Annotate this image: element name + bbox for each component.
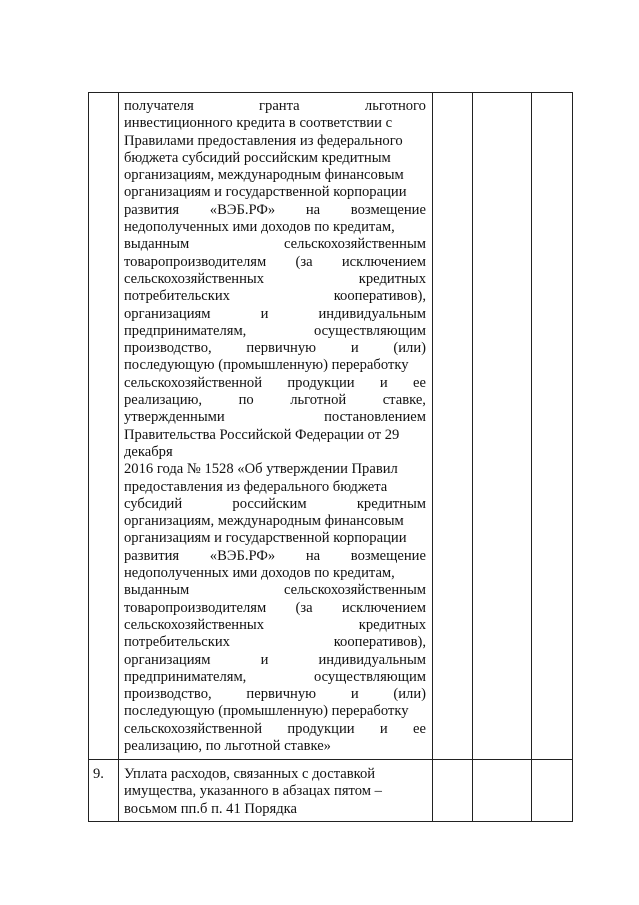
- text-word: льготного: [364, 98, 426, 114]
- text-word: продукции: [287, 720, 355, 737]
- text-word: развития: [124, 201, 180, 218]
- text-line: [124, 617, 426, 634]
- text-line: [124, 306, 426, 323]
- text-word: кооперативов),: [333, 634, 426, 651]
- text-word: потребительских: [124, 634, 230, 651]
- text-line: [124, 98, 426, 115]
- text-line: организациям, международным финансовым: [124, 513, 404, 530]
- text-line: декабря: [124, 443, 173, 460]
- text-line: [124, 288, 426, 305]
- text-word: сельскохозяйственным: [284, 236, 426, 253]
- text-word: развития: [124, 547, 180, 564]
- text-word: возмещение: [350, 201, 426, 218]
- text-line: [124, 409, 426, 426]
- text-line: [124, 254, 426, 271]
- text-line: [124, 202, 426, 219]
- text-line: 2016 года № 1528 «Об утверждении Правил: [124, 461, 398, 478]
- text-line: инвестиционного кредита в соответствии с: [124, 115, 393, 132]
- text-word: и: [379, 720, 388, 737]
- text-line: [124, 582, 426, 599]
- table-col-divider-3: [472, 92, 473, 822]
- text-word: ставке,: [382, 392, 426, 409]
- table-col-divider-2: [432, 92, 433, 822]
- text-word: льготной: [290, 392, 347, 409]
- text-line: [124, 669, 426, 686]
- text-word: (или): [393, 340, 426, 357]
- text-word: предпринимателям,: [124, 668, 247, 685]
- text-word: кредитным: [356, 495, 426, 512]
- text-line: последующую (промышленную) переработку: [124, 703, 409, 720]
- table-col-divider-4: [531, 92, 532, 822]
- text-word: кооперативов),: [333, 288, 426, 305]
- text-word: (за: [295, 253, 313, 270]
- text-word: осуществляющим: [313, 668, 426, 685]
- text-word: и: [379, 374, 388, 391]
- text-word: осуществляющим: [313, 322, 426, 339]
- text-line: последующую (промышленную) переработку: [124, 357, 409, 374]
- text-word: и: [350, 340, 359, 357]
- text-word: на: [305, 201, 321, 218]
- text-line: [124, 721, 426, 738]
- text-line: организациям и государственной корпорации: [124, 184, 407, 201]
- text-word: потребительских: [124, 288, 230, 305]
- text-line: Правилами предоставления из федерального: [124, 132, 403, 149]
- row-9-number: 9.: [93, 766, 104, 782]
- text-word: организациям: [124, 651, 211, 668]
- text-word: «ВЭБ.РФ»: [209, 201, 276, 218]
- text-word: на: [305, 547, 321, 564]
- text-line: предоставления из федерального бюджета: [124, 478, 388, 495]
- text-word: первичную: [246, 686, 317, 703]
- text-word: индивидуальным: [318, 305, 426, 322]
- text-word: сельскохозяйственным: [284, 582, 426, 599]
- text-word: исключением: [341, 599, 426, 616]
- text-word: сельскохозяйственной: [124, 720, 263, 737]
- text-line: [124, 392, 426, 409]
- text-word: получателя: [124, 98, 194, 114]
- text-line: восьмом пп.б п. 41 Порядка: [124, 800, 298, 817]
- text-word: (за: [295, 599, 313, 616]
- table-row-divider-top: [88, 92, 573, 93]
- text-word: производство,: [124, 686, 212, 703]
- text-line: [124, 600, 426, 617]
- text-word: первичную: [246, 340, 317, 357]
- table-border-bottom: [88, 821, 573, 822]
- text-word: сельскохозяйственных: [124, 616, 265, 633]
- text-word: организациям: [124, 305, 211, 322]
- table-col-divider-1: [118, 92, 119, 822]
- text-line: организациям, международным финансовым: [124, 167, 404, 184]
- text-word: субсидий: [124, 495, 183, 512]
- text-line: организациям и государственной корпорации: [124, 530, 407, 547]
- text-line: недополученных ими доходов по кредитам,: [124, 219, 395, 236]
- text-word: исключением: [341, 253, 426, 270]
- text-line: [124, 236, 426, 253]
- text-word: выданным: [124, 236, 190, 253]
- text-word: и: [260, 651, 269, 668]
- table-row-divider-8-9: [88, 759, 573, 760]
- text-line: [124, 375, 426, 392]
- text-line: [124, 496, 426, 513]
- text-line: [124, 634, 426, 651]
- table-border-right: [572, 92, 573, 822]
- text-word: (или): [393, 686, 426, 703]
- text-line: [124, 548, 426, 565]
- text-line: Уплата расходов, связанных с доставкой: [124, 766, 376, 782]
- text-word: индивидуальным: [318, 651, 426, 668]
- text-word: ее: [413, 720, 426, 737]
- text-word: и: [260, 305, 269, 322]
- text-word: гранта: [259, 98, 300, 114]
- table-border-left: [88, 92, 89, 822]
- text-word: ее: [413, 374, 426, 391]
- text-word: постановлением: [324, 409, 426, 426]
- text-word: и: [350, 686, 359, 703]
- text-word: предпринимателям,: [124, 322, 247, 339]
- text-word: реализацию,: [124, 392, 203, 409]
- text-line: [124, 323, 426, 340]
- text-word: товаропроизводителям: [124, 599, 267, 616]
- text-word: товаропроизводителям: [124, 253, 267, 270]
- text-word: производство,: [124, 340, 212, 357]
- text-word: сельскохозяйственных: [124, 270, 265, 287]
- text-word: утвержденными: [124, 409, 225, 426]
- text-word: российским: [232, 495, 307, 512]
- text-line: [124, 271, 426, 288]
- row-8-description: [124, 98, 426, 755]
- text-word: продукции: [287, 374, 355, 391]
- text-line: [124, 652, 426, 669]
- text-word: «ВЭБ.РФ»: [209, 547, 276, 564]
- text-line: Правительства Российской Федерации от 29: [124, 426, 400, 443]
- text-word: выданным: [124, 582, 190, 599]
- text-word: сельскохозяйственной: [124, 374, 263, 391]
- text-line: реализацию, по льготной ставке»: [124, 737, 331, 754]
- text-word: возмещение: [350, 547, 426, 564]
- text-line: бюджета субсидий российским кредитным: [124, 149, 391, 166]
- text-line: [124, 686, 426, 703]
- text-line: [124, 340, 426, 357]
- row-9-description: [124, 766, 426, 818]
- text-word: кредитных: [358, 270, 426, 287]
- text-line: имущества, указанного в абзацах пятом –: [124, 783, 382, 800]
- text-word: кредитных: [358, 616, 426, 633]
- text-line: недополученных ими доходов по кредитам,: [124, 565, 395, 582]
- text-word: по: [238, 392, 254, 409]
